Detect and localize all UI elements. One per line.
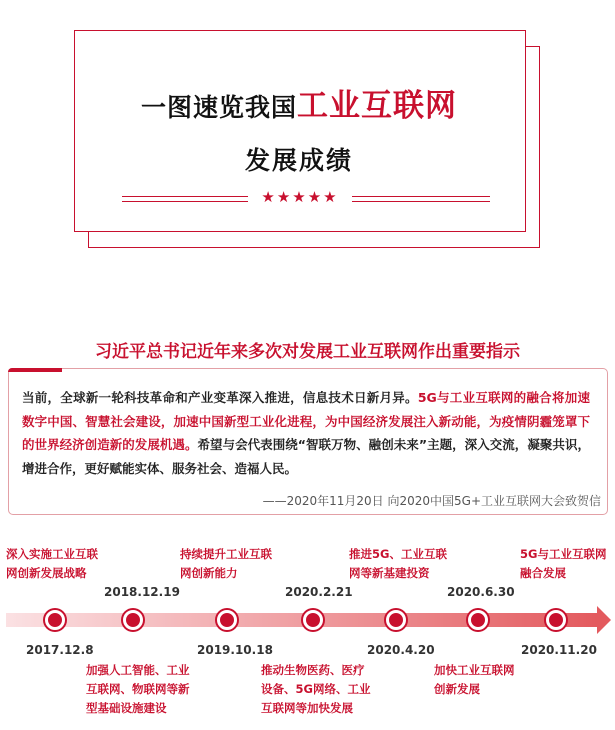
timeline-node-5 xyxy=(386,610,406,630)
divider-left xyxy=(122,196,248,202)
quote-text-part-1: 当前，全球新一轮科技革命和产业变革深入推进，信息技术日新月异。 xyxy=(22,390,418,405)
timeline-node-2 xyxy=(123,610,143,630)
timeline-event-3: 持续提升工业互联网创新能力 xyxy=(180,547,272,580)
timeline-node-6 xyxy=(468,610,488,630)
timeline-event-1: 深入实施工业互联网创新发展战略 xyxy=(6,547,98,580)
timeline-date-1: 2017.12.8 xyxy=(26,643,94,657)
page-title-prefix: 一图速览我国 xyxy=(140,93,297,122)
timeline-arrow-icon xyxy=(597,606,611,634)
quote-text xyxy=(22,386,590,480)
timeline-event-2: 加强人工智能、工业互联网、物联网等新型基础设施建设 xyxy=(86,663,190,715)
page-title xyxy=(74,80,524,125)
timeline-node-7 xyxy=(546,610,566,630)
page-subtitle: 发展成绩 xyxy=(244,146,353,175)
page-title-highlight: 工业互联网 xyxy=(297,88,457,124)
star-icons: ★★★★★ xyxy=(261,188,339,206)
timeline-node-3 xyxy=(217,610,237,630)
quote-text-highlight: 5G与工业互联网的融合将加速数字中国、智慧社会建设，加速中国新型工业化进程，为中国经济发展注入新动能，为疫情阴霾笼罩下的世界经济创造新的发展机遇。 xyxy=(22,390,590,452)
timeline-event-7: 5G与工业互联网融合发展 xyxy=(520,547,607,580)
section-heading: 习近平总书记近年来多次对发展工业互联网作出重要指示 xyxy=(95,342,520,362)
timeline-date-3: 2019.10.18 xyxy=(197,643,273,657)
timeline-event-6: 加快工业互联网创新发展 xyxy=(434,663,515,696)
timeline-date-5: 2020.4.20 xyxy=(367,643,435,657)
quote-text-part-2: 希望与会代表围绕“智联万物、融创未来”主题，深入交流，凝聚共识，增进合作，更好赋能实体、服务社会、造福人民。 xyxy=(22,437,590,476)
divider-right xyxy=(352,196,490,202)
quote-source: ——2020年11月20日 向2020中国5G+工业互联网大会致贺信 xyxy=(262,494,601,508)
timeline-event-4: 推动生物医药、医疗设备、5G网络、工业互联网等加快发展 xyxy=(261,663,371,715)
timeline-date-6: 2020.6.30 xyxy=(447,585,515,599)
timeline-date-7: 2020.11.20 xyxy=(521,643,597,657)
timeline-bar xyxy=(6,613,598,627)
timeline-event-5: 推进5G、工业互联网等新基建投资 xyxy=(349,547,447,580)
timeline-date-4: 2020.2.21 xyxy=(285,585,353,599)
timeline-node-4 xyxy=(303,610,323,630)
timeline-date-2: 2018.12.19 xyxy=(104,585,180,599)
timeline-node-1 xyxy=(45,610,65,630)
